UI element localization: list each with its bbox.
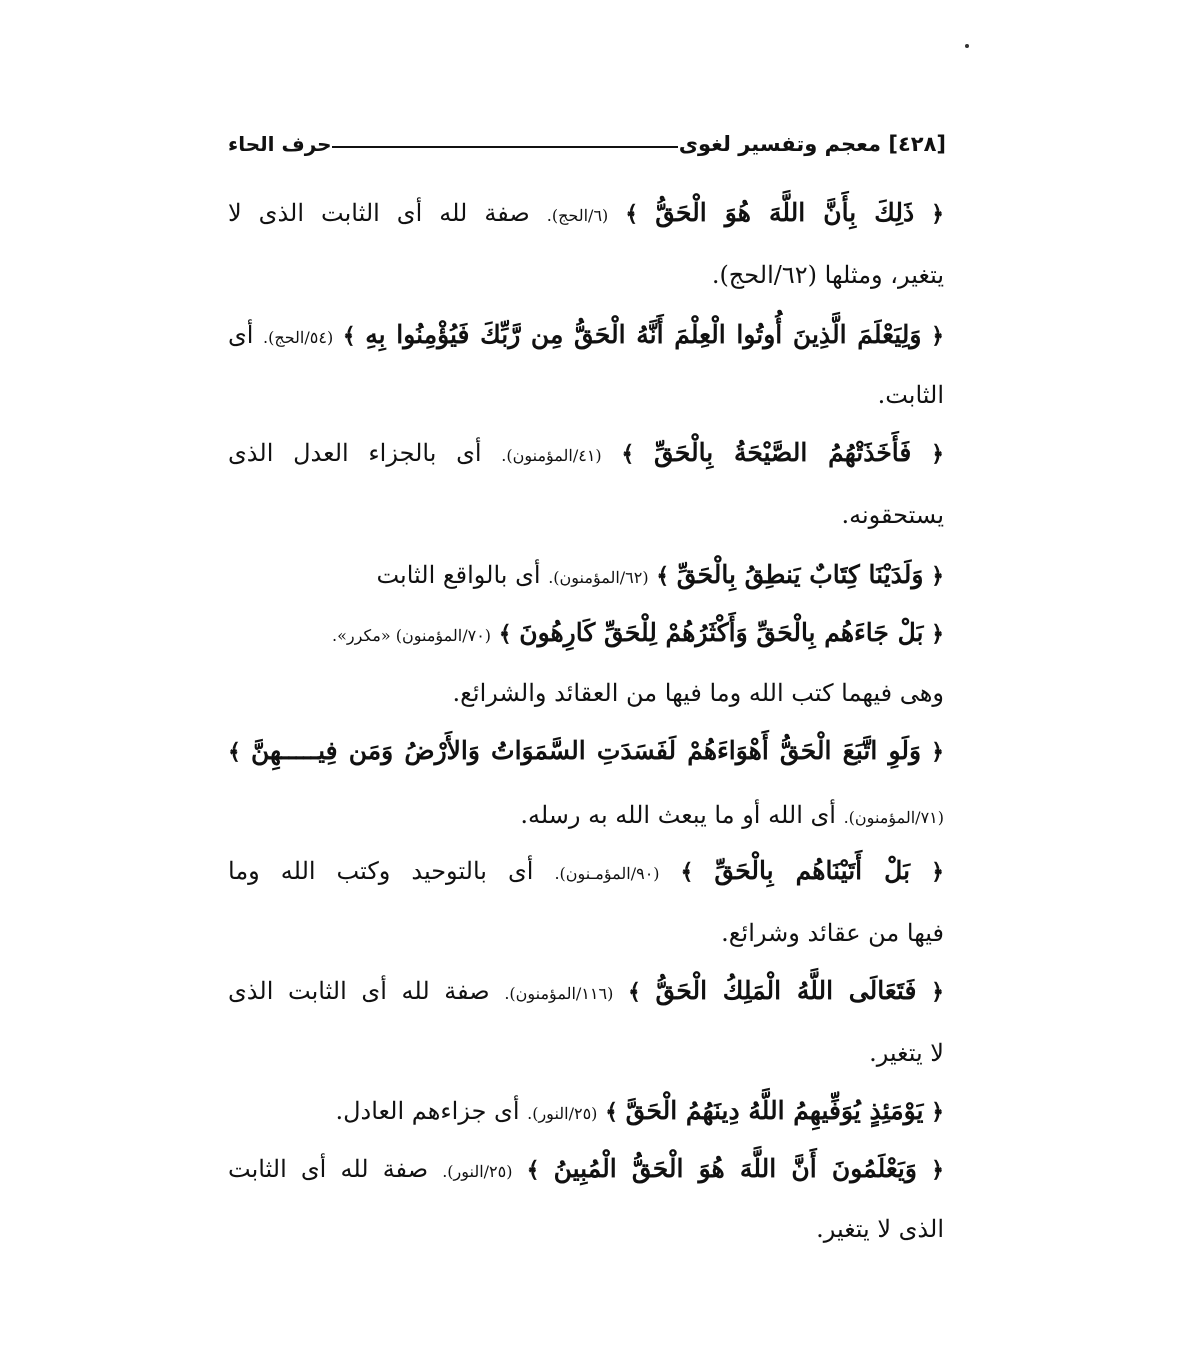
text-line bbox=[721, 916, 944, 956]
gloss-text: الثابت. bbox=[877, 381, 944, 409]
verse-reference: (٢٥/النور). bbox=[442, 1162, 513, 1181]
verse-reference: (٦/الحج). bbox=[546, 206, 609, 225]
text-line bbox=[878, 378, 944, 418]
gloss-text: الذى لا يتغير. bbox=[816, 1215, 944, 1243]
gloss-text: أى بالتوحيد وكتب الله وما bbox=[228, 857, 534, 885]
verse-reference: (٦٢/المؤمنون). bbox=[548, 568, 649, 587]
running-header bbox=[228, 128, 946, 164]
gloss-text: أى بالواقع الثابت bbox=[376, 561, 541, 589]
gloss-text: أى bbox=[228, 321, 254, 349]
text-line bbox=[376, 558, 944, 598]
gloss-text: لا يتغير. bbox=[869, 1039, 944, 1067]
text-line bbox=[228, 318, 944, 358]
page-number-title: [٤٢٨] معجم وتفسير لغوى bbox=[678, 132, 946, 156]
text-line bbox=[841, 498, 944, 538]
text-line bbox=[332, 616, 944, 656]
gloss-text: أى الله أو ما يبعث الله به رسله. bbox=[520, 801, 836, 829]
ayah-quote: ﴿ بَلْ جَاءَهُم بِالْحَقِّ وَأَكْثَرُهُمْ لِلْحَقِّ كَارِهُونَ ﴾ bbox=[498, 618, 944, 647]
text-line bbox=[520, 798, 944, 838]
gloss-text: أى جزاءهم العادل. bbox=[335, 1097, 520, 1125]
gloss-text: أى بالجزاء العدل الذى bbox=[228, 439, 482, 467]
gloss-text: فيها من عقائد وشرائع. bbox=[721, 919, 944, 947]
text-line bbox=[228, 734, 944, 774]
header-rule bbox=[332, 146, 678, 148]
text-line bbox=[712, 258, 944, 298]
verse-reference: (٥٤/الحج). bbox=[263, 328, 334, 347]
verse-reference: (٢٥/النور). bbox=[527, 1104, 598, 1123]
section-title: حرف الحاء bbox=[228, 132, 332, 156]
ayah-quote: ﴿ بَلْ أَتَيْنَاهُم بِالْحَقِّ ﴾ bbox=[680, 856, 944, 885]
verse-reference: (١١٦/المؤمنون). bbox=[504, 984, 614, 1003]
ayah-quote: ﴿ وَلَدَيْنَا كِتَابٌ يَنطِقُ بِالْحَقِّ ﴾ bbox=[656, 560, 944, 589]
ayah-quote: ﴿ وَيَعْلَمُونَ أَنَّ اللَّهَ هُوَ الْحَقُّ الْمُبِينُ ﴾ bbox=[526, 1154, 944, 1183]
verse-reference: (٧٠/المؤمنون) «مكرر». bbox=[332, 626, 492, 645]
gloss-text: صفة لله أى الثابت الذى لا bbox=[228, 199, 530, 227]
verse-reference: (٩٠/المؤمـنون). bbox=[554, 864, 660, 883]
text-line bbox=[452, 676, 944, 716]
ayah-quote: ﴿ وَلِيَعْلَمَ الَّذِينَ أُوتُوا الْعِلْمَ أَنَّهُ الْحَقُّ مِن رَّبِّكَ فَيُؤْمِنُوا بِهِ ﴾ bbox=[342, 320, 944, 349]
ayah-quote: ﴿ وَلَوِ اتَّبَعَ الْحَقُّ أَهْوَاءَهُمْ لَفَسَدَتِ السَّمَوَاتُ وَالأَرْضُ وَمَن فِيـــــهِنَّ ﴾ bbox=[228, 736, 944, 765]
verse-reference: (٤١/المؤمنون). bbox=[501, 446, 602, 465]
verse-reference: (٧١/المؤمنون). bbox=[843, 808, 944, 827]
text-line bbox=[228, 196, 944, 236]
text-line bbox=[228, 974, 944, 1014]
ayah-quote: ﴿ يَوْمَئِذٍ يُوَفِّيهِمُ اللَّهُ دِينَهُمُ الْحَقَّ ﴾ bbox=[605, 1096, 944, 1125]
text-line bbox=[228, 854, 944, 894]
text-line bbox=[335, 1094, 944, 1134]
gloss-text: وهى فيهما كتب الله وما فيها من العقائد والشرائع. bbox=[452, 679, 944, 707]
ayah-quote: ﴿ فَأَخَذَتْهُمُ الصَّيْحَةُ بِالْحَقِّ ﴾ bbox=[621, 438, 944, 467]
text-line bbox=[228, 436, 944, 476]
gloss-text: يتغير، ومثلها (٦٢/الحج). bbox=[711, 261, 944, 289]
gloss-text: صفة لله أى الثابت الذى bbox=[228, 977, 490, 1005]
text-line bbox=[869, 1036, 944, 1076]
gloss-text: يستحقونه. bbox=[841, 501, 944, 529]
ayah-quote: ﴿ ذَلِكَ بِأَنَّ اللَّهَ هُوَ الْحَقُّ ﴾ bbox=[625, 198, 944, 227]
text-line bbox=[816, 1212, 944, 1252]
text-line bbox=[228, 1152, 944, 1192]
scan-speck bbox=[965, 44, 969, 48]
ayah-quote: ﴿ فَتَعَالَى اللَّهُ الْمَلِكُ الْحَقُّ ﴾ bbox=[627, 976, 944, 1005]
gloss-text: صفة لله أى الثابت bbox=[228, 1155, 429, 1183]
